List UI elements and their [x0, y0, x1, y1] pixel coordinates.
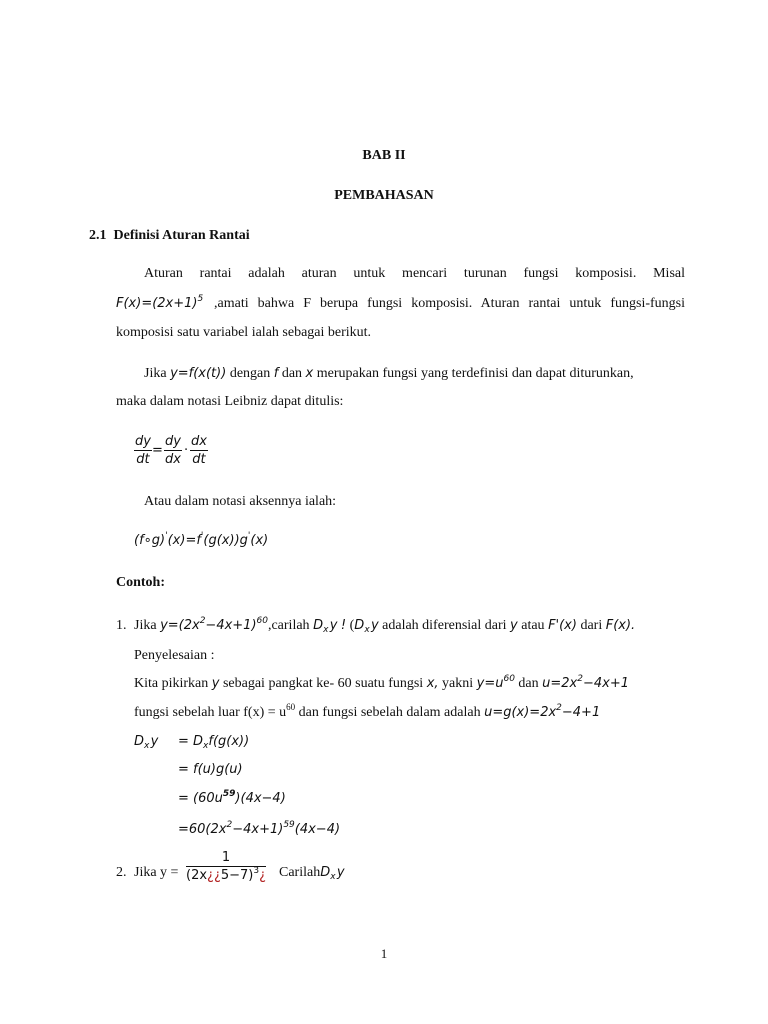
section-title: Definisi Aturan Rantai [113, 228, 250, 243]
example2-number: 2. [116, 865, 127, 880]
leibniz-frac2: $\frac{dy}{dx}$ [165, 434, 181, 467]
example2-carilah: CarilahD$_x$ y [279, 865, 345, 882]
para1-line2 [116, 294, 203, 312]
example1-line4: fungsi sebelah luar $f(x) = u^{60}$ dan fungsi sebelah dalam adalah $u=g(x)=2x^2-4+1$ [134, 702, 601, 720]
chapter-title: PEMBAHASAN [334, 188, 434, 203]
para2-line1: Jika y=f(x(t)) dengan f dan x merupakan fungsi yang terdefinisi dan dapat diturunkan, [144, 366, 634, 381]
example1-penyelesaian: Penyelesaian : [134, 648, 215, 663]
section-heading [89, 228, 250, 244]
para1-line2-rest: ,amati bahwa F berupa fungsi komposisi. Aturan rantai untuk fungsi-fungsi [214, 296, 685, 311]
step1: = f(u)g(u) [178, 762, 243, 777]
leibniz-equals: = [152, 443, 163, 458]
step3: $=60(2x^2-4x+1)^{59}(4x-4)$ [178, 820, 341, 837]
chapter-heading: BAB II [362, 148, 406, 163]
prime-formula: (f∘g)'(x)=f'(g(x))g'(x) [134, 531, 269, 548]
example2-prefix: Jika y = [134, 865, 179, 880]
page-number: 1 [380, 946, 388, 961]
para3: Atau dalam notasi aksennya ialah: [144, 494, 337, 509]
example1-line3: Kita pikirkan y sebagai pangkat ke- 60 suatu fungsi x, yakni $y=u^{60}$ dan $u=2x^2-4x+1$ [134, 674, 630, 691]
para2-formula: y=f(x(t)) [170, 366, 227, 381]
step0-rhs: = $D_xf(g(x))$ [178, 734, 250, 751]
leibniz-frac1: $\frac{dy}{dt}$ [135, 434, 151, 467]
leibniz-frac3: $\frac{dx}{dt}$ [191, 434, 207, 467]
para1-line3: komposisi satu variabel ialah sebagai berikut. [116, 325, 372, 340]
para1-line1: Aturan rantai adalah aturan untuk mencari turunan fungsi komposisi. Misal [144, 266, 685, 281]
section-number: 2.1 [89, 228, 107, 243]
leibniz-dot: · [184, 443, 189, 458]
step2: = $(60u^{59})(4x-4)$ [178, 789, 286, 806]
para1-formula: $F(x)=(2x+1)^5$ [116, 294, 204, 311]
example1-line1: Jika $y=(2x^2-4x+1)^{60},carilah$ $D_x$ y ! ($D_x$ y adalah diferensial dari y atau F'(x) dari F(x). [134, 616, 636, 635]
example1-number: 1. [116, 618, 127, 633]
para2-line2: maka dalam notasi Leibniz dapat ditulis: [116, 394, 344, 409]
example1-formula: $y=(2x^2-4x+1)^{60}$ [160, 616, 268, 633]
example2-fraction: $\frac{1}{(2x¿¿5-7)^3¿}$ [186, 850, 267, 883]
step0-lhs: $D_x$ y [134, 734, 159, 751]
contoh-label: Contoh: [116, 575, 166, 590]
